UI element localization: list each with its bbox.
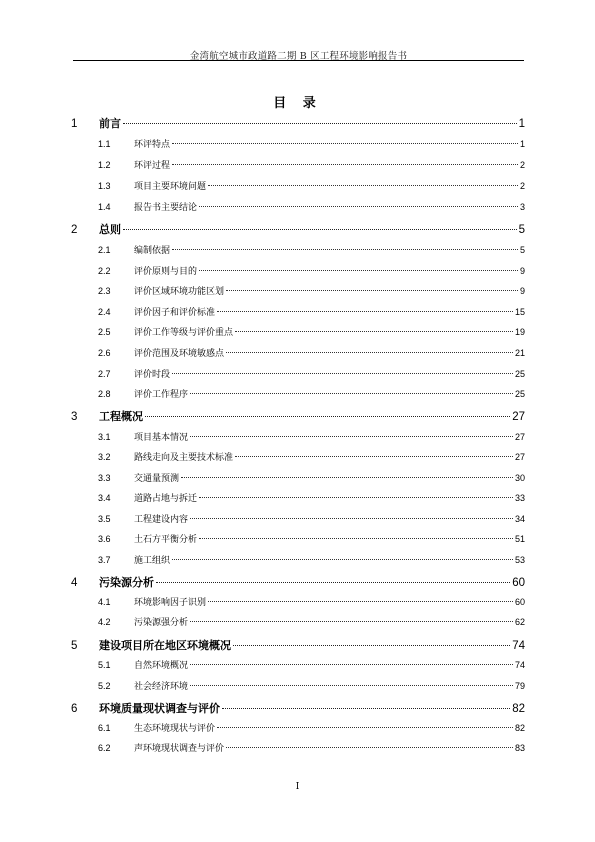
- toc-entry-page: 83: [514, 743, 525, 753]
- toc-entry-number: 5.2: [98, 681, 111, 691]
- toc-entry-number: 2.3: [98, 286, 111, 296]
- toc-entry-title: 项目基本情况: [134, 433, 189, 443]
- toc-entry-title: 环评过程: [134, 161, 171, 171]
- dot-leader: [217, 311, 513, 312]
- toc-entry-page: 1: [518, 118, 525, 130]
- dot-leader: [226, 290, 518, 291]
- toc-section-entry[interactable]: [70, 615, 525, 635]
- toc-entry-page: 15: [514, 307, 525, 317]
- dot-leader: [172, 164, 518, 165]
- toc-entry-page: 25: [514, 389, 525, 399]
- toc-entry-number: 1.1: [98, 139, 111, 149]
- toc-section-entry[interactable]: [70, 553, 525, 573]
- toc-entry-number: 2.8: [98, 389, 111, 399]
- toc-entry-title: 路线走向及主要技术标准: [134, 453, 234, 463]
- toc-section-entry[interactable]: [70, 325, 525, 345]
- toc-entry-title: 评价原则与目的: [134, 267, 198, 277]
- toc-entry-title: 交通量预测: [134, 474, 180, 484]
- toc-section-entry[interactable]: [70, 450, 525, 470]
- toc-section-entry[interactable]: [70, 264, 525, 284]
- toc-chapter-entry[interactable]: [70, 221, 525, 241]
- toc-entry-number: 6.1: [98, 723, 111, 733]
- toc-entry-number: 5.1: [98, 660, 111, 670]
- toc-entry-title: 污染源强分析: [134, 618, 189, 628]
- toc-section-entry[interactable]: [70, 346, 525, 366]
- toc-section-entry[interactable]: [70, 491, 525, 511]
- dot-leader: [145, 416, 510, 417]
- toc-entry-number: 4.1: [98, 597, 111, 607]
- toc-entry-page: 79: [514, 681, 525, 691]
- dot-leader: [172, 249, 518, 250]
- toc-section-entry[interactable]: [70, 512, 525, 532]
- dot-leader: [181, 477, 513, 478]
- toc-entry-number: 2.4: [98, 307, 111, 317]
- toc-entry-page: 33: [514, 493, 525, 503]
- toc-entry-title: 生态环境现状与评价: [134, 724, 216, 734]
- toc-entry-number: 5: [71, 640, 78, 652]
- dot-leader: [199, 497, 513, 498]
- toc-entry-number: 3.1: [98, 432, 111, 442]
- toc-entry-title: 工程概况: [99, 410, 143, 423]
- toc-entry-number: 4.2: [98, 617, 111, 627]
- dot-leader: [190, 393, 513, 394]
- dot-leader: [217, 727, 513, 728]
- toc-entry-title: 社会经济环境: [134, 682, 189, 692]
- toc-section-entry[interactable]: [70, 532, 525, 552]
- dot-leader: [208, 601, 513, 602]
- toc-entry-number: 3.3: [98, 473, 111, 483]
- toc-entry-page: 9: [519, 266, 525, 276]
- toc-section-entry[interactable]: [70, 387, 525, 407]
- dot-leader: [199, 538, 513, 539]
- toc-chapter-entry[interactable]: [70, 637, 525, 657]
- toc-section-entry[interactable]: [70, 430, 525, 450]
- toc-section-entry[interactable]: [70, 679, 525, 699]
- dot-leader: [190, 518, 513, 519]
- toc-entry-page: 21: [514, 348, 525, 358]
- toc-chapter-entry[interactable]: [70, 574, 525, 594]
- dot-leader: [172, 143, 518, 144]
- dot-leader: [226, 352, 513, 353]
- toc-entry-title: 环境质量现状调查与评价: [99, 702, 220, 715]
- dot-leader: [235, 456, 513, 457]
- toc-entry-title: 报告书主要结论: [134, 203, 198, 213]
- toc-entry-page: 53: [514, 555, 525, 565]
- toc-section-entry[interactable]: [70, 741, 525, 761]
- toc-entry-page: 34: [514, 514, 525, 524]
- toc-entry-title: 施工组织: [134, 556, 171, 566]
- toc-entry-title: 工程建设内容: [134, 515, 189, 525]
- dot-leader: [172, 373, 513, 374]
- dot-leader: [199, 270, 518, 271]
- running-header: 金湾航空城市政道路二期 B 区工程环境影响报告书: [189, 51, 408, 62]
- toc-entry-page: 74: [514, 660, 525, 670]
- toc-entry-number: 3.2: [98, 452, 111, 462]
- dot-leader: [226, 747, 513, 748]
- toc-entry-page: 27: [514, 452, 525, 462]
- toc-entry-title: 评价范围及环境敏感点: [134, 349, 225, 359]
- dot-leader: [222, 708, 510, 709]
- toc-entry-page: 5: [519, 245, 525, 255]
- toc-entry-title: 评价因子和评价标准: [134, 308, 216, 318]
- toc-section-entry[interactable]: [70, 658, 525, 678]
- toc-entry-page: 19: [514, 327, 525, 337]
- toc-entry-title: 道路占地与拆迁: [134, 494, 198, 504]
- toc-entry-title: 污染源分析: [99, 576, 154, 589]
- toc-section-entry[interactable]: [70, 200, 525, 220]
- toc-entry-page: 82: [514, 723, 525, 733]
- toc-entry-title: 环评特点: [134, 140, 171, 150]
- toc-entry-number: 2.2: [98, 266, 111, 276]
- toc-chapter-entry[interactable]: [70, 700, 525, 720]
- toc-entry-page: 2: [519, 181, 525, 191]
- toc-entry-number: 1.2: [98, 160, 111, 170]
- toc-section-entry[interactable]: [70, 158, 525, 178]
- toc-entry-title: 总则: [99, 223, 121, 236]
- toc-entry-page: 27: [514, 432, 525, 442]
- toc-entry-title: 项目主要环境问题: [134, 182, 207, 192]
- toc-entry-number: 2.1: [98, 245, 111, 255]
- dot-leader: [172, 559, 513, 560]
- toc-entry-number: 2: [71, 224, 78, 236]
- toc-entry-page: 3: [519, 202, 525, 212]
- toc-entry-number: 1.3: [98, 181, 111, 191]
- dot-leader: [199, 206, 518, 207]
- toc-entry-number: 3.6: [98, 534, 111, 544]
- toc-chapter-entry[interactable]: [70, 408, 525, 428]
- toc-entry-page: 5: [518, 224, 525, 236]
- toc-title: 目 录: [273, 96, 322, 111]
- toc-entry-number: 2.7: [98, 369, 111, 379]
- toc-entry-number: 3.4: [98, 493, 111, 503]
- toc-entry-title: 评价区域环境功能区划: [134, 287, 225, 297]
- toc-entry-page: 2: [519, 160, 525, 170]
- toc-entry-title: 评价工作等级与评价重点: [134, 328, 234, 338]
- toc-entry-page: 1: [519, 139, 525, 149]
- toc-entry-number: 2.6: [98, 348, 111, 358]
- toc-entry-title: 声环境现状调查与评价: [134, 744, 225, 754]
- toc-entry-page: 9: [519, 286, 525, 296]
- dot-leader: [190, 436, 513, 437]
- toc-entry-number: 1: [71, 118, 78, 130]
- toc-section-entry[interactable]: [70, 721, 525, 741]
- toc-entry-number: 3: [71, 411, 78, 423]
- toc-entry-title: 评价时段: [134, 370, 171, 380]
- toc-entry-page: 82: [512, 703, 525, 715]
- toc-entry-page: 62: [514, 617, 525, 627]
- toc-section-entry[interactable]: [70, 471, 525, 491]
- toc-entry-page: 27: [512, 411, 525, 423]
- toc-section-entry[interactable]: [70, 595, 525, 615]
- toc-entry-page: 60: [512, 577, 525, 589]
- toc-entry-title: 评价工作程序: [134, 390, 189, 400]
- toc-entry-title: 自然环境概况: [134, 661, 189, 671]
- page-number: I: [295, 782, 300, 792]
- toc-section-entry[interactable]: [70, 284, 525, 304]
- toc-section-entry[interactable]: [70, 367, 525, 387]
- toc-entry-title: 编制依据: [134, 246, 171, 256]
- toc-entry-page: 74: [512, 640, 525, 652]
- toc-entry-title: 土石方平衡分析: [134, 535, 198, 545]
- header-rule: [73, 60, 524, 61]
- toc-section-entry[interactable]: [70, 137, 525, 157]
- toc-entry-number: 6.2: [98, 743, 111, 753]
- toc-section-entry[interactable]: [70, 179, 525, 199]
- toc-entry-number: 4: [71, 577, 78, 589]
- dot-leader: [123, 229, 517, 230]
- dot-leader: [190, 685, 513, 686]
- toc-entry-number: 2.5: [98, 327, 111, 337]
- toc-entry-number: 6: [71, 703, 78, 715]
- toc-entry-page: 60: [514, 597, 525, 607]
- toc-entry-page: 25: [514, 369, 525, 379]
- dot-leader: [123, 123, 517, 124]
- toc-entry-number: 3.5: [98, 514, 111, 524]
- toc-entry-title: 环境影响因子识别: [134, 598, 207, 608]
- toc-entry-title: 前言: [99, 117, 121, 130]
- toc-chapter-entry[interactable]: [70, 115, 525, 135]
- dot-leader: [190, 621, 513, 622]
- dot-leader: [208, 185, 518, 186]
- toc-section-entry[interactable]: [70, 305, 525, 325]
- toc-section-entry[interactable]: [70, 243, 525, 263]
- toc-entry-number: 3.7: [98, 555, 111, 565]
- toc-entry-page: 30: [514, 473, 525, 483]
- dot-leader: [190, 664, 513, 665]
- dot-leader: [233, 645, 510, 646]
- toc-entry-title: 建设项目所在地区环境概况: [99, 639, 231, 652]
- dot-leader: [156, 582, 510, 583]
- dot-leader: [235, 331, 513, 332]
- toc-entry-number: 1.4: [98, 202, 111, 212]
- toc-entry-page: 51: [514, 534, 525, 544]
